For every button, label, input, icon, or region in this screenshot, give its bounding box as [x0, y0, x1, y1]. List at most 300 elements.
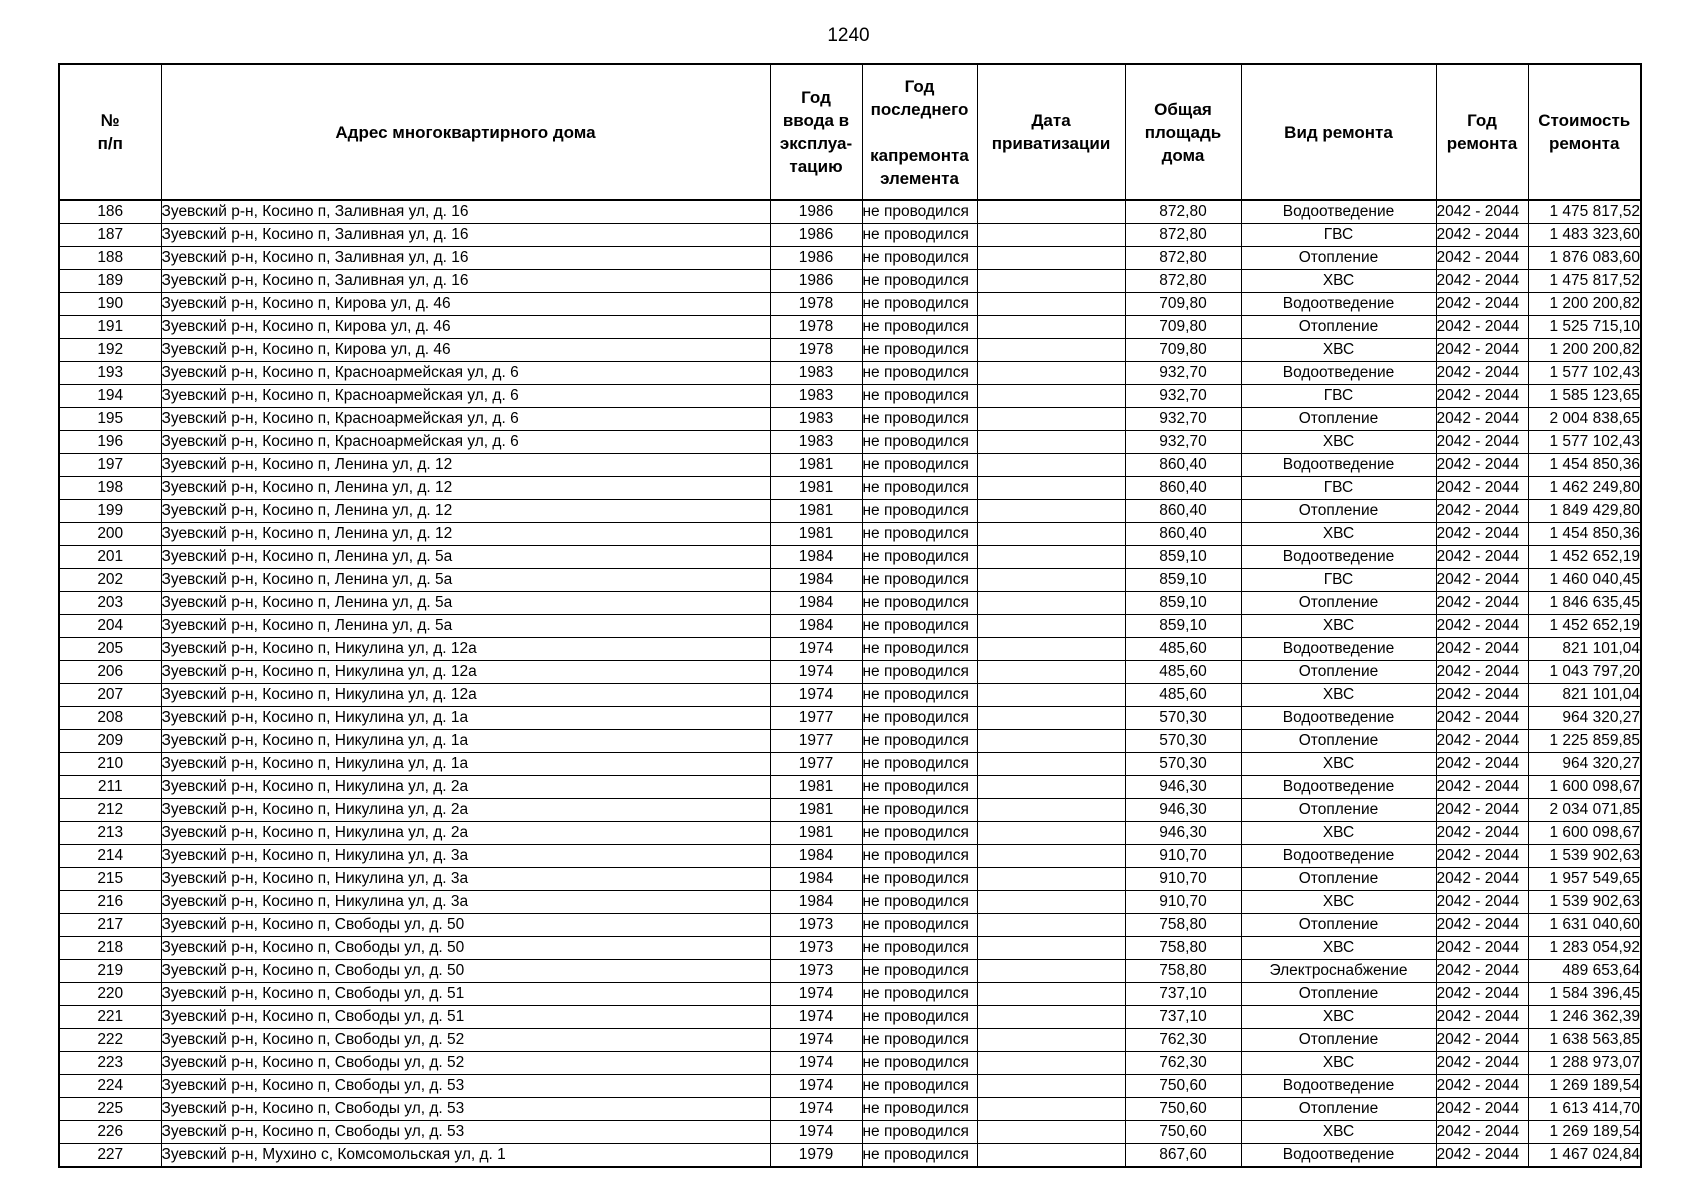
total-area-cell: 750,60	[1125, 1075, 1241, 1098]
total-area-cell: 762,30	[1125, 1029, 1241, 1052]
last-repair-cell: не проводился	[862, 224, 977, 247]
repair-type-cell: ГВС	[1241, 569, 1436, 592]
commission-year-cell: 1973	[770, 914, 862, 937]
table-row	[59, 454, 1641, 477]
repair-year-cell: 2042 - 2044	[1436, 546, 1528, 569]
address-cell: Зуевский р-н, Косино п, Кирова ул, д. 46	[161, 293, 770, 316]
commission-year-cell: 1974	[770, 661, 862, 684]
total-area-cell: 762,30	[1125, 1052, 1241, 1075]
privatization-date-cell	[977, 293, 1125, 316]
last-repair-cell: не проводился	[862, 408, 977, 431]
repair-type-cell: Отопление	[1241, 1029, 1436, 1052]
table-row	[59, 845, 1641, 868]
repair-cost-cell: 1 452 652,19	[1528, 546, 1641, 569]
commission-year-cell: 1978	[770, 316, 862, 339]
privatization-date-cell	[977, 1029, 1125, 1052]
total-area-cell: 867,60	[1125, 1144, 1241, 1168]
repair-cost-cell: 1 539 902,63	[1528, 845, 1641, 868]
row-number: 196	[59, 431, 161, 454]
repair-type-cell: Водоотведение	[1241, 454, 1436, 477]
privatization-date-cell	[977, 615, 1125, 638]
privatization-date-cell	[977, 730, 1125, 753]
repair-cost-cell: 1 043 797,20	[1528, 661, 1641, 684]
address-cell: Зуевский р-н, Косино п, Свободы ул, д. 52	[161, 1029, 770, 1052]
repair-year-cell: 2042 - 2044	[1436, 385, 1528, 408]
privatization-date-cell	[977, 546, 1125, 569]
commission-year-cell: 1974	[770, 684, 862, 707]
repair-cost-cell: 1 460 040,45	[1528, 569, 1641, 592]
total-area-cell: 570,30	[1125, 730, 1241, 753]
privatization-date-cell	[977, 1075, 1125, 1098]
repair-year-cell: 2042 - 2044	[1436, 200, 1528, 224]
row-number: 205	[59, 638, 161, 661]
repair-year-cell: 2042 - 2044	[1436, 845, 1528, 868]
repair-year-cell: 2042 - 2044	[1436, 753, 1528, 776]
total-area-cell: 485,60	[1125, 638, 1241, 661]
row-number: 198	[59, 477, 161, 500]
address-cell: Зуевский р-н, Косино п, Никулина ул, д. 3а	[161, 845, 770, 868]
table-row	[59, 799, 1641, 822]
last-repair-cell: не проводился	[862, 293, 977, 316]
repair-type-cell: Отопление	[1241, 1098, 1436, 1121]
commission-year-cell: 1981	[770, 454, 862, 477]
table-row	[59, 868, 1641, 891]
header-commission-year	[770, 64, 862, 200]
commission-year-cell: 1983	[770, 408, 862, 431]
total-area-cell: 859,10	[1125, 546, 1241, 569]
address-cell: Зуевский р-н, Косино п, Свободы ул, д. 50	[161, 937, 770, 960]
row-number: 194	[59, 385, 161, 408]
repair-year-cell: 2042 - 2044	[1436, 247, 1528, 270]
repair-cost-cell: 1 452 652,19	[1528, 615, 1641, 638]
total-area-cell: 910,70	[1125, 891, 1241, 914]
last-repair-cell: не проводился	[862, 845, 977, 868]
table-row	[59, 477, 1641, 500]
repair-year-cell: 2042 - 2044	[1436, 615, 1528, 638]
row-number: 214	[59, 845, 161, 868]
commission-year-cell: 1983	[770, 385, 862, 408]
repair-year-cell: 2042 - 2044	[1436, 1029, 1528, 1052]
total-area-cell: 709,80	[1125, 339, 1241, 362]
privatization-date-cell	[977, 316, 1125, 339]
table-row	[59, 362, 1641, 385]
repair-year-cell: 2042 - 2044	[1436, 730, 1528, 753]
repair-type-cell: Отопление	[1241, 914, 1436, 937]
row-number: 204	[59, 615, 161, 638]
header-line: последнего	[870, 99, 969, 119]
repair-year-cell: 2042 - 2044	[1436, 316, 1528, 339]
repair-year-cell: 2042 - 2044	[1436, 822, 1528, 845]
repair-year-cell: 2042 - 2044	[1436, 500, 1528, 523]
row-number: 206	[59, 661, 161, 684]
table-row	[59, 500, 1641, 523]
commission-year-cell: 1978	[770, 339, 862, 362]
repair-year-cell: 2042 - 2044	[1436, 477, 1528, 500]
repair-year-cell: 2042 - 2044	[1436, 661, 1528, 684]
commission-year-cell: 1986	[770, 200, 862, 224]
header-line: приватизации	[991, 134, 1111, 153]
row-number: 219	[59, 960, 161, 983]
address-cell: Зуевский р-н, Косино п, Ленина ул, д. 12	[161, 477, 770, 500]
repair-cost-cell: 1 467 024,84	[1528, 1144, 1641, 1168]
repair-year-cell: 2042 - 2044	[1436, 569, 1528, 592]
repair-cost-cell: 1 577 102,43	[1528, 431, 1641, 454]
address-cell: Зуевский р-н, Косино п, Свободы ул, д. 53	[161, 1098, 770, 1121]
header-line: капремонта	[870, 145, 969, 165]
header-line: ремонта	[1446, 134, 1518, 153]
total-area-cell: 758,80	[1125, 937, 1241, 960]
row-number: 207	[59, 684, 161, 707]
repair-year-cell: 2042 - 2044	[1436, 684, 1528, 707]
repair-type-cell: Электроснабжение	[1241, 960, 1436, 983]
privatization-date-cell	[977, 684, 1125, 707]
address-cell: Зуевский р-н, Мухино с, Комсомольская ул, д. 1	[161, 1144, 770, 1168]
privatization-date-cell	[977, 891, 1125, 914]
repair-cost-cell: 1 200 200,82	[1528, 339, 1641, 362]
table-row	[59, 408, 1641, 431]
address-cell: Зуевский р-н, Косино п, Кирова ул, д. 46	[161, 339, 770, 362]
repair-type-cell: ХВС	[1241, 1052, 1436, 1075]
address-cell: Зуевский р-н, Косино п, Ленина ул, д. 12	[161, 500, 770, 523]
repair-type-cell: Водоотведение	[1241, 1075, 1436, 1098]
total-area-cell: 932,70	[1125, 431, 1241, 454]
privatization-date-cell	[977, 270, 1125, 293]
repair-type-cell: Отопление	[1241, 983, 1436, 1006]
address-cell: Зуевский р-н, Косино п, Заливная ул, д. 16	[161, 200, 770, 224]
privatization-date-cell	[977, 477, 1125, 500]
repair-year-cell: 2042 - 2044	[1436, 638, 1528, 661]
repair-year-cell: 2042 - 2044	[1436, 339, 1528, 362]
total-area-cell: 750,60	[1125, 1098, 1241, 1121]
address-cell: Зуевский р-н, Косино п, Никулина ул, д. 1а	[161, 730, 770, 753]
row-number: 220	[59, 983, 161, 1006]
header-line: Стоимость	[1538, 111, 1631, 130]
last-repair-cell: не проводился	[862, 730, 977, 753]
row-number: 191	[59, 316, 161, 339]
total-area-cell: 737,10	[1125, 983, 1241, 1006]
total-area-cell: 910,70	[1125, 845, 1241, 868]
repair-type-cell: Водоотведение	[1241, 845, 1436, 868]
commission-year-cell: 1981	[770, 523, 862, 546]
repair-cost-cell: 1 462 249,80	[1528, 477, 1641, 500]
table-row	[59, 385, 1641, 408]
repair-type-cell: ХВС	[1241, 270, 1436, 293]
repair-year-cell: 2042 - 2044	[1436, 891, 1528, 914]
repair-cost-cell: 1 454 850,36	[1528, 523, 1641, 546]
repair-year-cell: 2042 - 2044	[1436, 914, 1528, 937]
repair-type-cell: Отопление	[1241, 799, 1436, 822]
repair-cost-cell: 1 288 973,07	[1528, 1052, 1641, 1075]
commission-year-cell: 1974	[770, 1075, 862, 1098]
address-cell: Зуевский р-н, Косино п, Свободы ул, д. 51	[161, 1006, 770, 1029]
last-repair-cell: не проводился	[862, 753, 977, 776]
address-cell: Зуевский р-н, Косино п, Ленина ул, д. 12	[161, 523, 770, 546]
total-area-cell: 946,30	[1125, 822, 1241, 845]
table-row	[59, 431, 1641, 454]
row-number: 226	[59, 1121, 161, 1144]
last-repair-cell: не проводился	[862, 868, 977, 891]
repair-year-cell: 2042 - 2044	[1436, 270, 1528, 293]
row-number: 197	[59, 454, 161, 477]
table-row	[59, 1052, 1641, 1075]
commission-year-cell: 1986	[770, 247, 862, 270]
commission-year-cell: 1978	[770, 293, 862, 316]
repair-type-cell: ХВС	[1241, 937, 1436, 960]
commission-year-cell: 1977	[770, 707, 862, 730]
header-line	[863, 121, 977, 144]
address-cell: Зуевский р-н, Косино п, Никулина ул, д. 12а	[161, 684, 770, 707]
address-cell: Зуевский р-н, Косино п, Свободы ул, д. 53	[161, 1075, 770, 1098]
repair-type-cell: Водоотведение	[1241, 200, 1436, 224]
repair-cost-cell: 1 483 323,60	[1528, 224, 1641, 247]
table-row	[59, 891, 1641, 914]
last-repair-cell: не проводился	[862, 316, 977, 339]
privatization-date-cell	[977, 523, 1125, 546]
last-repair-cell: не проводился	[862, 1144, 977, 1168]
repair-type-cell: ХВС	[1241, 684, 1436, 707]
address-cell: Зуевский р-н, Косино п, Заливная ул, д. 16	[161, 224, 770, 247]
repair-cost-cell: 964 320,27	[1528, 753, 1641, 776]
last-repair-cell: не проводился	[862, 799, 977, 822]
commission-year-cell: 1983	[770, 431, 862, 454]
last-repair-cell: не проводился	[862, 776, 977, 799]
commission-year-cell: 1984	[770, 546, 862, 569]
last-repair-cell: не проводился	[862, 638, 977, 661]
address-cell: Зуевский р-н, Косино п, Никулина ул, д. 2а	[161, 776, 770, 799]
privatization-date-cell	[977, 707, 1125, 730]
last-repair-cell: не проводился	[862, 247, 977, 270]
header-line: Адрес многоквартирного дома	[335, 122, 596, 142]
table-row	[59, 684, 1641, 707]
repair-type-cell: ХВС	[1241, 431, 1436, 454]
privatization-date-cell	[977, 339, 1125, 362]
table-row	[59, 1098, 1641, 1121]
address-cell: Зуевский р-н, Косино п, Никулина ул, д. 12а	[161, 661, 770, 684]
repair-cost-cell: 1 600 098,67	[1528, 776, 1641, 799]
repair-cost-cell: 1 585 123,65	[1528, 385, 1641, 408]
repair-type-cell: Водоотведение	[1241, 293, 1436, 316]
header-line: п/п	[97, 134, 123, 153]
commission-year-cell: 1974	[770, 638, 862, 661]
repair-cost-cell: 1 539 902,63	[1528, 891, 1641, 914]
commission-year-cell: 1983	[770, 362, 862, 385]
last-repair-cell: не проводился	[862, 200, 977, 224]
privatization-date-cell	[977, 776, 1125, 799]
row-number: 216	[59, 891, 161, 914]
last-repair-cell: не проводился	[862, 546, 977, 569]
table-row	[59, 270, 1641, 293]
repair-type-cell: Водоотведение	[1241, 776, 1436, 799]
total-area-cell: 758,80	[1125, 914, 1241, 937]
commission-year-cell: 1973	[770, 960, 862, 983]
commission-year-cell: 1977	[770, 753, 862, 776]
address-cell: Зуевский р-н, Косино п, Свободы ул, д. 52	[161, 1052, 770, 1075]
total-area-cell: 872,80	[1125, 270, 1241, 293]
address-cell: Зуевский р-н, Косино п, Красноармейская ул, д. 6	[161, 431, 770, 454]
last-repair-cell: не проводился	[862, 523, 977, 546]
row-number: 192	[59, 339, 161, 362]
last-repair-cell: не проводился	[862, 385, 977, 408]
repair-year-cell: 2042 - 2044	[1436, 799, 1528, 822]
row-number: 203	[59, 592, 161, 615]
row-number: 193	[59, 362, 161, 385]
header-line: тацию	[789, 157, 843, 176]
repair-cost-cell: 1 584 396,45	[1528, 983, 1641, 1006]
total-area-cell: 932,70	[1125, 385, 1241, 408]
repair-year-cell: 2042 - 2044	[1436, 592, 1528, 615]
total-area-cell: 859,10	[1125, 615, 1241, 638]
repair-type-cell: ГВС	[1241, 224, 1436, 247]
last-repair-cell: не проводился	[862, 983, 977, 1006]
commission-year-cell: 1986	[770, 224, 862, 247]
row-number: 215	[59, 868, 161, 891]
header-repair-year	[1436, 64, 1528, 200]
repair-cost-cell: 1 475 817,52	[1528, 200, 1641, 224]
row-number: 224	[59, 1075, 161, 1098]
repair-type-cell: ГВС	[1241, 385, 1436, 408]
table-row	[59, 569, 1641, 592]
repair-cost-cell: 1 631 040,60	[1528, 914, 1641, 937]
table-row	[59, 1075, 1641, 1098]
commission-year-cell: 1984	[770, 615, 862, 638]
commission-year-cell: 1984	[770, 891, 862, 914]
row-number: 211	[59, 776, 161, 799]
total-area-cell: 570,30	[1125, 707, 1241, 730]
address-cell: Зуевский р-н, Косино п, Никулина ул, д. 3а	[161, 868, 770, 891]
repair-year-cell: 2042 - 2044	[1436, 431, 1528, 454]
last-repair-cell: не проводился	[862, 937, 977, 960]
privatization-date-cell	[977, 408, 1125, 431]
repair-type-cell: Отопление	[1241, 247, 1436, 270]
repair-cost-cell: 1 200 200,82	[1528, 293, 1641, 316]
repair-cost-cell: 1 246 362,39	[1528, 1006, 1641, 1029]
address-cell: Зуевский р-н, Косино п, Заливная ул, д. 16	[161, 247, 770, 270]
privatization-date-cell	[977, 845, 1125, 868]
repair-type-cell: Отопление	[1241, 408, 1436, 431]
repair-type-cell: Водоотведение	[1241, 546, 1436, 569]
total-area-cell: 860,40	[1125, 454, 1241, 477]
row-number: 208	[59, 707, 161, 730]
repair-cost-cell: 2 004 838,65	[1528, 408, 1641, 431]
repair-cost-cell: 1 475 817,52	[1528, 270, 1641, 293]
repair-year-cell: 2042 - 2044	[1436, 776, 1528, 799]
row-number: 202	[59, 569, 161, 592]
table-row	[59, 1006, 1641, 1029]
address-cell: Зуевский р-н, Косино п, Свободы ул, д. 53	[161, 1121, 770, 1144]
table-row	[59, 914, 1641, 937]
repair-type-cell: ХВС	[1241, 822, 1436, 845]
table-row	[59, 546, 1641, 569]
address-cell: Зуевский р-н, Косино п, Свободы ул, д. 50	[161, 914, 770, 937]
total-area-cell: 946,30	[1125, 776, 1241, 799]
repair-type-cell: Водоотведение	[1241, 362, 1436, 385]
repair-cost-cell: 1 638 563,85	[1528, 1029, 1641, 1052]
header-total-area	[1125, 64, 1241, 200]
total-area-cell: 910,70	[1125, 868, 1241, 891]
total-area-cell: 485,60	[1125, 684, 1241, 707]
last-repair-cell: не проводился	[862, 1121, 977, 1144]
repair-type-cell: Отопление	[1241, 661, 1436, 684]
privatization-date-cell	[977, 592, 1125, 615]
header-line: площадь	[1144, 122, 1222, 142]
address-cell: Зуевский р-н, Косино п, Свободы ул, д. 51	[161, 983, 770, 1006]
repair-cost-cell: 1 600 098,67	[1528, 822, 1641, 845]
repair-cost-cell: 964 320,27	[1528, 707, 1641, 730]
address-cell: Зуевский р-н, Косино п, Свободы ул, д. 50	[161, 960, 770, 983]
commission-year-cell: 1974	[770, 1029, 862, 1052]
repair-cost-cell: 1 269 189,54	[1528, 1075, 1641, 1098]
repair-year-cell: 2042 - 2044	[1436, 983, 1528, 1006]
last-repair-cell: не проводился	[862, 891, 977, 914]
repair-year-cell: 2042 - 2044	[1436, 408, 1528, 431]
repair-registry-table	[58, 63, 1642, 1168]
table-row	[59, 937, 1641, 960]
repair-cost-cell: 1 225 859,85	[1528, 730, 1641, 753]
table-row	[59, 224, 1641, 247]
table-row	[59, 960, 1641, 983]
address-cell: Зуевский р-н, Косино п, Никулина ул, д. 2а	[161, 822, 770, 845]
repair-cost-cell: 1 525 715,10	[1528, 316, 1641, 339]
total-area-cell: 485,60	[1125, 661, 1241, 684]
row-number: 190	[59, 293, 161, 316]
table-row	[59, 523, 1641, 546]
address-cell: Зуевский р-н, Косино п, Никулина ул, д. 3а	[161, 891, 770, 914]
last-repair-cell: не проводился	[862, 592, 977, 615]
row-number: 188	[59, 247, 161, 270]
repair-cost-cell: 1 613 414,70	[1528, 1098, 1641, 1121]
last-repair-cell: не проводился	[862, 477, 977, 500]
table-row	[59, 730, 1641, 753]
table-row	[59, 247, 1641, 270]
header-line: ввода в	[782, 111, 850, 130]
header-number	[59, 64, 161, 200]
commission-year-cell: 1981	[770, 799, 862, 822]
last-repair-cell: не проводился	[862, 569, 977, 592]
table-row	[59, 615, 1641, 638]
last-repair-cell: не проводился	[862, 914, 977, 937]
total-area-cell: 859,10	[1125, 592, 1241, 615]
total-area-cell: 860,40	[1125, 523, 1241, 546]
row-number: 222	[59, 1029, 161, 1052]
table-header-row	[59, 64, 1641, 200]
header-line: эксплуа-	[779, 134, 853, 153]
repair-cost-cell: 821 101,04	[1528, 638, 1641, 661]
last-repair-cell: не проводился	[862, 960, 977, 983]
table-row	[59, 1029, 1641, 1052]
repair-type-cell: ХВС	[1241, 753, 1436, 776]
address-cell: Зуевский р-н, Косино п, Ленина ул, д. 5а	[161, 546, 770, 569]
repair-type-cell: Отопление	[1241, 316, 1436, 339]
repair-cost-cell: 1 876 083,60	[1528, 247, 1641, 270]
repair-cost-cell: 1 846 635,45	[1528, 592, 1641, 615]
privatization-date-cell	[977, 200, 1125, 224]
header-line: Год	[904, 76, 935, 96]
row-number: 210	[59, 753, 161, 776]
commission-year-cell: 1984	[770, 592, 862, 615]
privatization-date-cell	[977, 454, 1125, 477]
address-cell: Зуевский р-н, Косино п, Ленина ул, д. 5а	[161, 569, 770, 592]
total-area-cell: 872,80	[1125, 224, 1241, 247]
repair-year-cell: 2042 - 2044	[1436, 1121, 1528, 1144]
total-area-cell: 750,60	[1125, 1121, 1241, 1144]
privatization-date-cell	[977, 661, 1125, 684]
privatization-date-cell	[977, 960, 1125, 983]
address-cell: Зуевский р-н, Косино п, Красноармейская ул, д. 6	[161, 408, 770, 431]
address-cell: Зуевский р-н, Косино п, Никулина ул, д. 1а	[161, 753, 770, 776]
privatization-date-cell	[977, 638, 1125, 661]
table-row	[59, 822, 1641, 845]
last-repair-cell: не проводился	[862, 454, 977, 477]
